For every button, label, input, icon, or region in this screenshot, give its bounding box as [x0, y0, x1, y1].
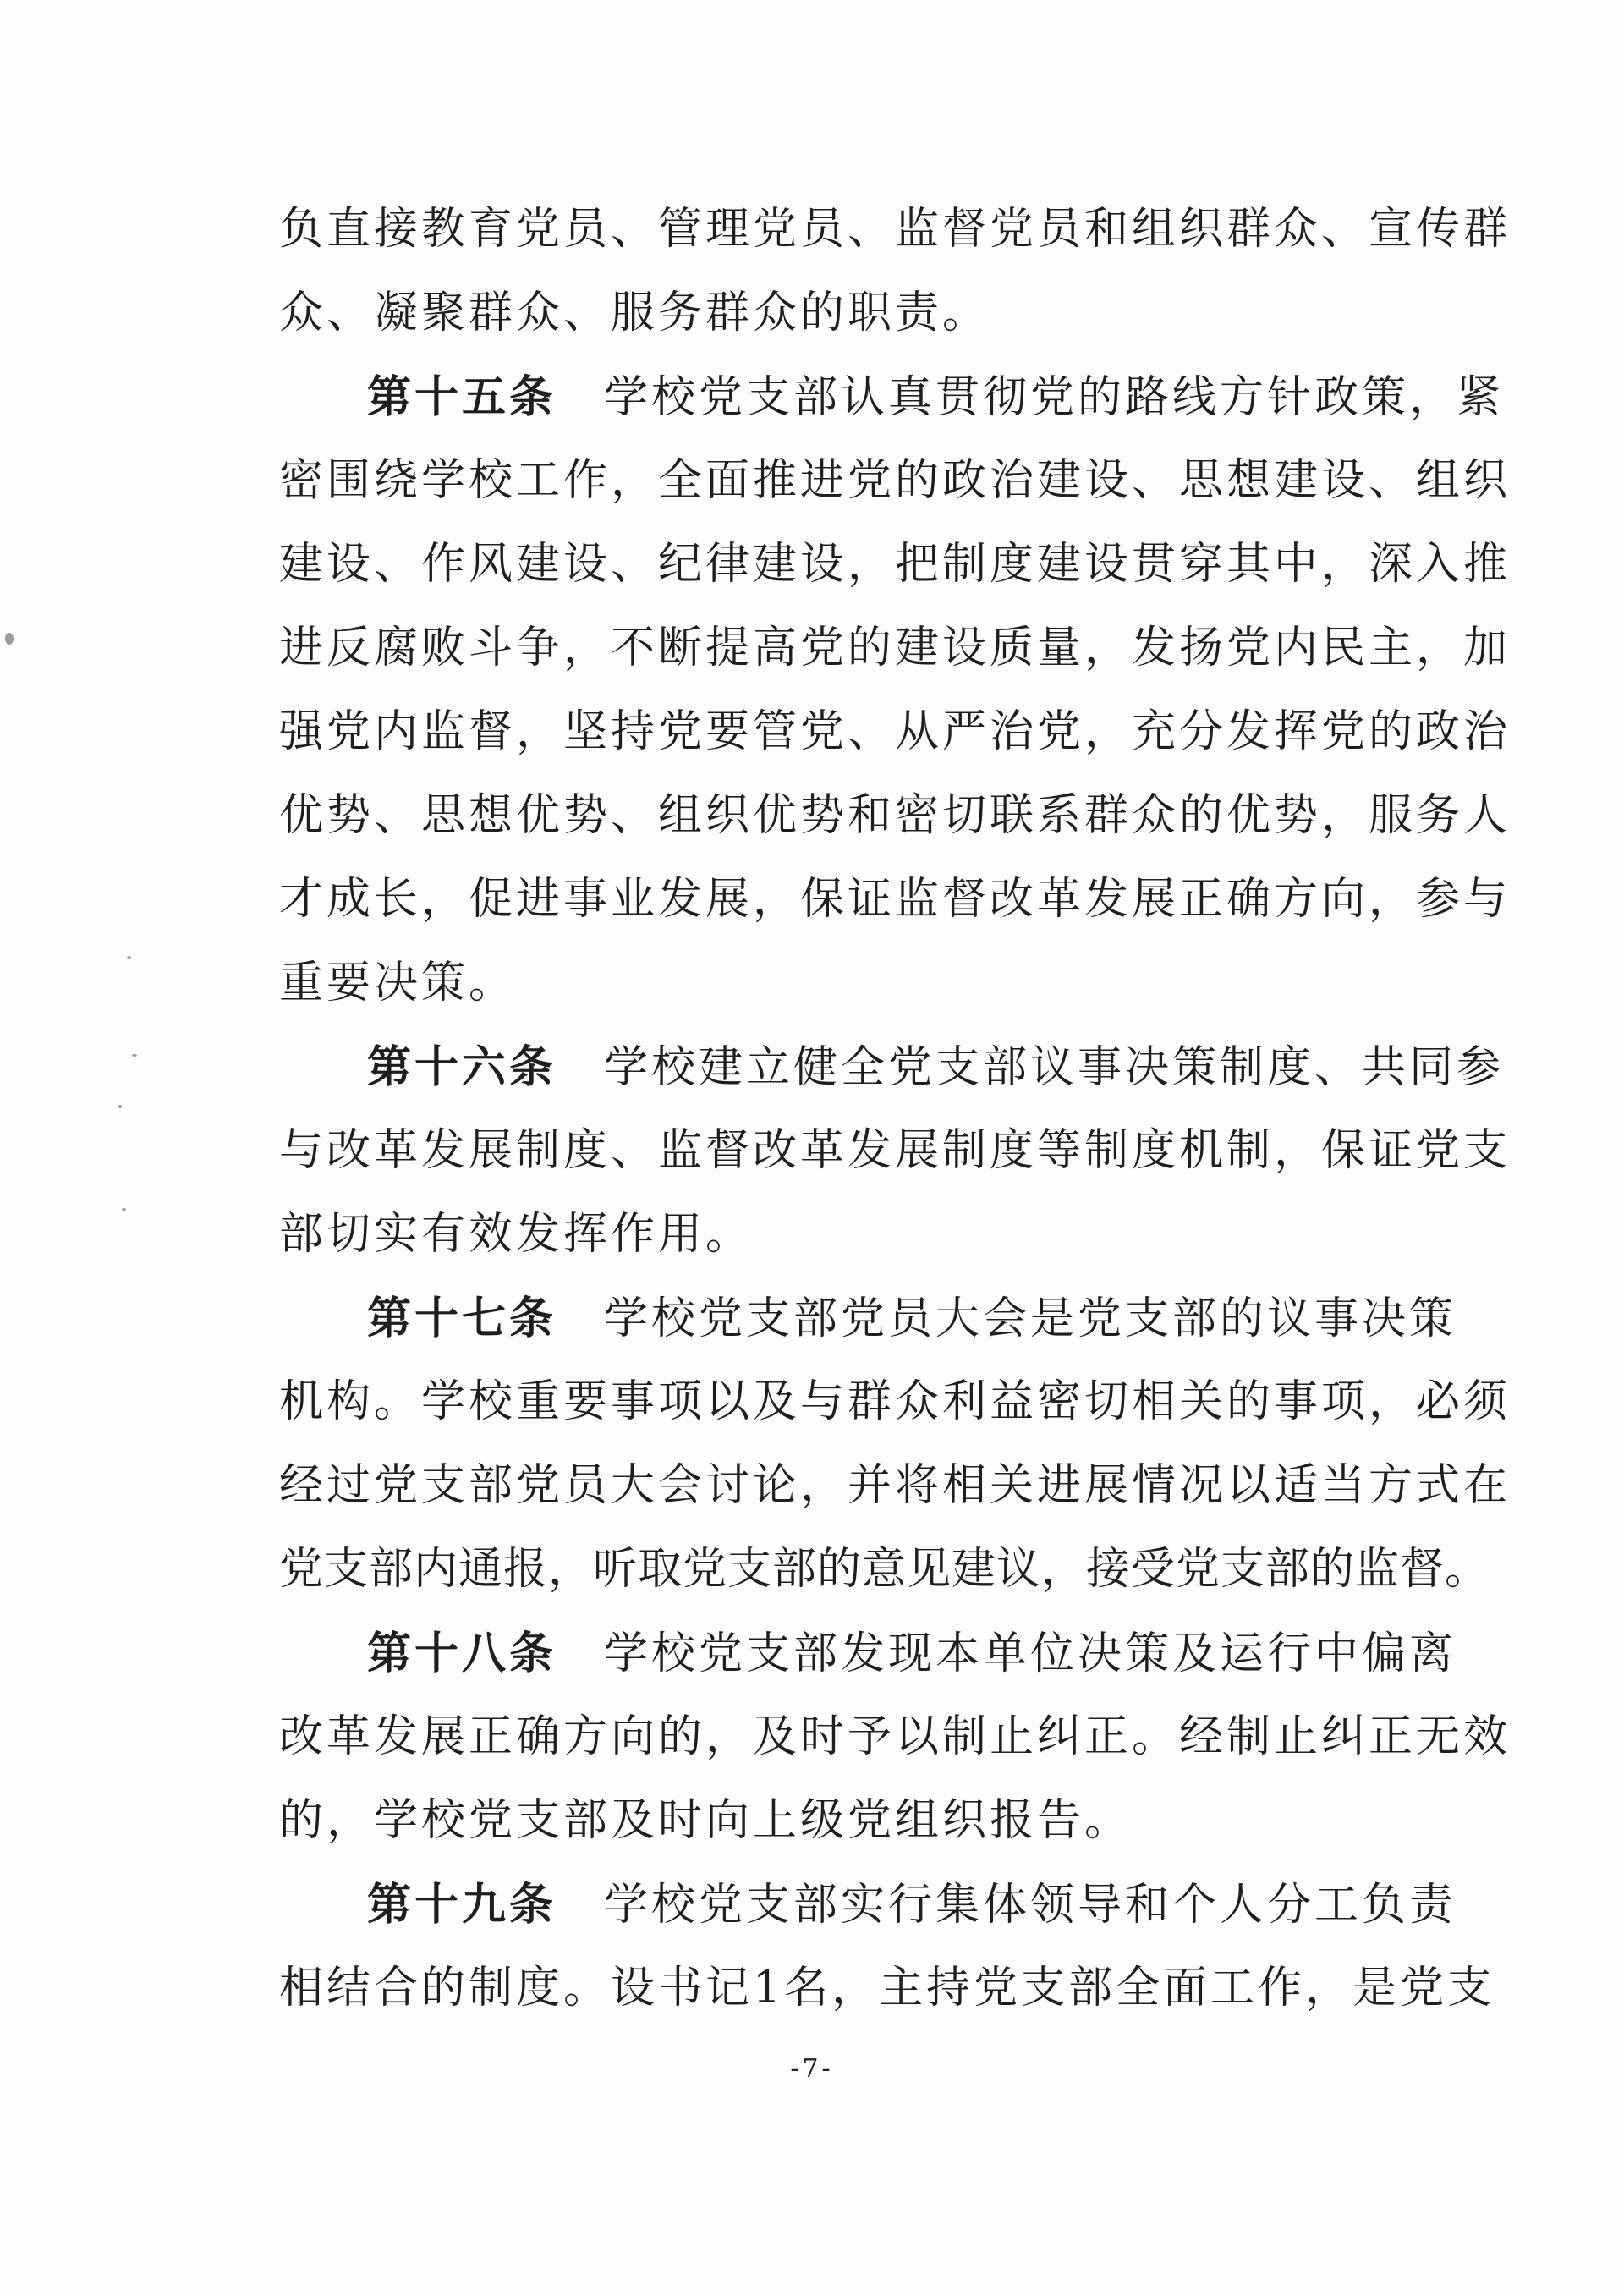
scan-speck	[5, 633, 14, 645]
scan-speck	[118, 1105, 122, 1108]
article-text: 学校党支部认真贯彻党的路线方针政策，紧	[604, 372, 1505, 423]
document-body	[279, 188, 1512, 2030]
text-line: 负直接教育党员、管理党员、监督党员和组织群众、宣传群	[279, 204, 1512, 255]
text-line: 部切实有效发挥作用。	[279, 1209, 754, 1260]
article-first-line	[279, 1612, 1457, 1695]
article-text: 学校党支部发现本单位决策及运行中偏离	[604, 1629, 1457, 1679]
text-line: 优势、思想优势、组织优势和密切联系群众的优势，服务人	[279, 790, 1512, 841]
text-line: 进反腐败斗争，不断提高党的建设质量，发扬党内民主，加	[279, 623, 1512, 673]
text-line: 的，学校党支部及时向上级党组织报告。	[279, 1795, 1133, 1846]
text-line: 众、凝聚群众、服务群众的职责。	[279, 288, 990, 338]
text-line: 相结合的制度。设书记1名，主持党支部全面工作，是党支	[279, 1963, 1495, 2013]
text-line: 重要决策。	[279, 958, 517, 1008]
text-line: 密围绕学校工作，全面推进党的政治建设、思想建设、组织	[279, 455, 1512, 506]
text-line: 机构。学校重要事项以及与群众利益密切相关的事项，必须	[279, 1376, 1512, 1427]
page-number: -7-	[790, 2054, 834, 2084]
text-line: 党支部内通报，听取党支部的意见建议，接受党支部的监督。	[279, 1544, 1490, 1595]
article-first-line	[279, 1025, 1505, 1109]
article-text: 学校党支部党员大会是党支部的议事决策	[604, 1294, 1457, 1344]
article-first-line	[279, 1863, 1457, 1947]
article-heading: 第十五条	[367, 371, 557, 423]
text-line: 改革发展正确方向的，及时予以制止纠正。经制止纠正无效	[279, 1711, 1512, 1762]
article-heading: 第十六条	[367, 1041, 557, 1093]
text-line: 强党内监督，坚持党要管党、从严治党，充分发挥党的政治	[279, 706, 1512, 757]
text-line: 经过党支部党员大会讨论，并将相关进展情况以适当方式在	[279, 1460, 1512, 1511]
article-first-line	[279, 355, 1505, 439]
article-text: 学校党支部实行集体领导和个人分工负责	[604, 1880, 1457, 1931]
scan-speck	[127, 956, 131, 959]
scan-speck	[122, 1208, 126, 1211]
article-first-line	[279, 1277, 1457, 1360]
article-heading: 第十八条	[367, 1628, 557, 1679]
scan-speck	[132, 1054, 137, 1057]
text-line: 与改革发展制度、监督改革发展制度等制度机制，保证党支	[279, 1125, 1512, 1176]
article-heading: 第十九条	[367, 1879, 557, 1931]
article-heading: 第十七条	[367, 1293, 557, 1344]
text-line: 建设、作风建设、纪律建设，把制度建设贯穿其中，深入推	[279, 539, 1512, 590]
article-text: 学校建立健全党支部议事决策制度、共同参	[604, 1042, 1505, 1093]
text-line: 才成长，促进事业发展，保证监督改革发展正确方向，参与	[279, 874, 1512, 925]
